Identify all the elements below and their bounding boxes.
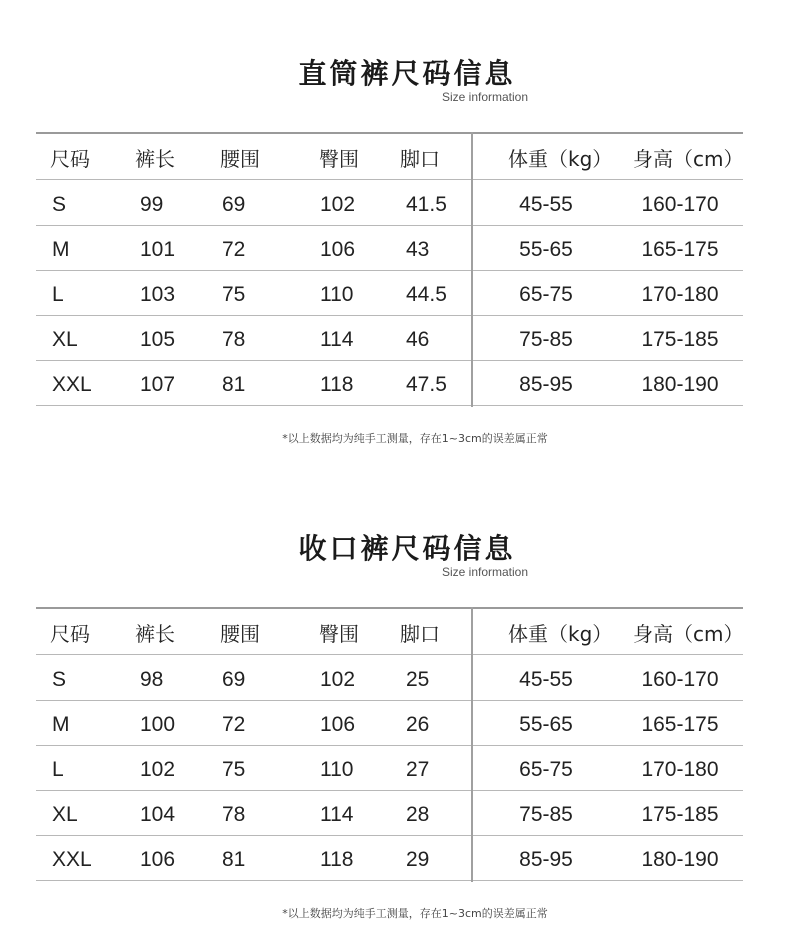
table-cell: 85-95 [519,848,573,871]
measurement-note: *以上数据均为纯手工测量，存在1~3cm的误差属正常 [282,907,548,920]
table-cell: 69 [222,193,246,216]
table-cell: 104 [140,803,176,826]
table-cell: 43 [406,238,430,261]
table-cell: 102 [320,193,356,216]
table-cell: 170-180 [641,758,719,781]
table-cell: 114 [320,803,354,826]
table-cell: M [52,713,70,736]
table-cell: 175-185 [641,803,719,826]
table-cell: XXL [52,373,92,396]
section-title: 直筒裤尺码信息 [298,57,516,90]
column-header: 体重（kg） [508,147,613,171]
column-separator [471,132,473,407]
table-cell: 118 [320,373,354,396]
table-cell: 55-65 [519,238,573,261]
table-cell: S [52,668,67,691]
table-cell: 55-65 [519,713,573,736]
table-cell: 180-190 [641,373,719,396]
table-cell: 75-85 [519,803,573,826]
section-title: 收口裤尺码信息 [298,532,516,565]
table-cell: 29 [406,848,430,871]
table-cell: 102 [320,668,356,691]
table-cell: 72 [222,238,246,261]
column-header: 身高（cm） [633,622,744,646]
table-cell: 175-185 [641,328,719,351]
table-cell: 106 [320,713,356,736]
table-cell: 165-175 [641,713,719,736]
table-cell: 46 [406,328,430,351]
column-header: 脚口 [400,622,440,646]
table-cell: 81 [222,848,246,871]
table-cell: 110 [320,758,354,781]
table-cell: 98 [140,668,164,691]
table-top-rule [36,132,743,134]
table-top-rule [36,607,743,609]
table-cell: 75-85 [519,328,573,351]
table-cell: 47.5 [406,373,447,396]
table-cell: S [52,193,67,216]
table-cell: XXL [52,848,92,871]
column-header: 裤长 [135,622,175,646]
table-cell: 160-170 [641,668,719,691]
table-cell: 65-75 [519,283,573,306]
table-cell: 106 [320,238,356,261]
column-header: 体重（kg） [508,622,613,646]
section-subtitle: Size information [441,90,529,104]
column-header: 腰围 [220,622,260,646]
table-cell: 28 [406,803,430,826]
table-cell: 100 [140,713,176,736]
table-cell: 81 [222,373,246,396]
table-cell: 45-55 [519,193,573,216]
column-header: 臀围 [319,147,359,171]
section-subtitle: Size information [441,565,529,579]
table-cell: 78 [222,803,246,826]
table-cell: 45-55 [519,668,573,691]
table-cell: XL [52,328,78,351]
table-cell: 75 [222,283,246,306]
column-header: 身高（cm） [633,147,744,171]
table-cell: 102 [140,758,176,781]
column-header: 脚口 [400,147,440,171]
table-cell: 106 [140,848,176,871]
table-cell: 85-95 [519,373,573,396]
table-cell: 41.5 [406,193,447,216]
table-cell: 44.5 [406,283,447,306]
column-header: 臀围 [319,622,359,646]
column-separator [471,607,473,882]
table-cell: L [52,758,64,781]
table-cell: M [52,238,70,261]
measurement-note: *以上数据均为纯手工测量，存在1~3cm的误差属正常 [282,432,548,445]
table-cell: 75 [222,758,246,781]
table-cell: 170-180 [641,283,719,306]
table-cell: 26 [406,713,430,736]
table-cell: 72 [222,713,246,736]
column-header: 尺码 [50,147,90,171]
table-cell: 165-175 [641,238,719,261]
table-cell: 103 [140,283,176,306]
table-cell: 180-190 [641,848,719,871]
table-cell: 25 [406,668,430,691]
table-cell: 107 [140,373,176,396]
table-cell: 69 [222,668,246,691]
table-cell: 101 [140,238,176,261]
table-cell: 114 [320,328,354,351]
table-cell: 105 [140,328,176,351]
column-header: 尺码 [50,622,90,646]
table-cell: XL [52,803,78,826]
table-cell: 78 [222,328,246,351]
column-header: 腰围 [220,147,260,171]
table-cell: 110 [320,283,354,306]
size-table [36,607,743,882]
table-cell: 118 [320,848,354,871]
table-cell: 99 [140,193,164,216]
table-cell: 160-170 [641,193,719,216]
table-cell: L [52,283,64,306]
column-header: 裤长 [135,147,175,171]
table-cell: 27 [406,758,430,781]
size-table [36,132,743,407]
table-cell: 65-75 [519,758,573,781]
